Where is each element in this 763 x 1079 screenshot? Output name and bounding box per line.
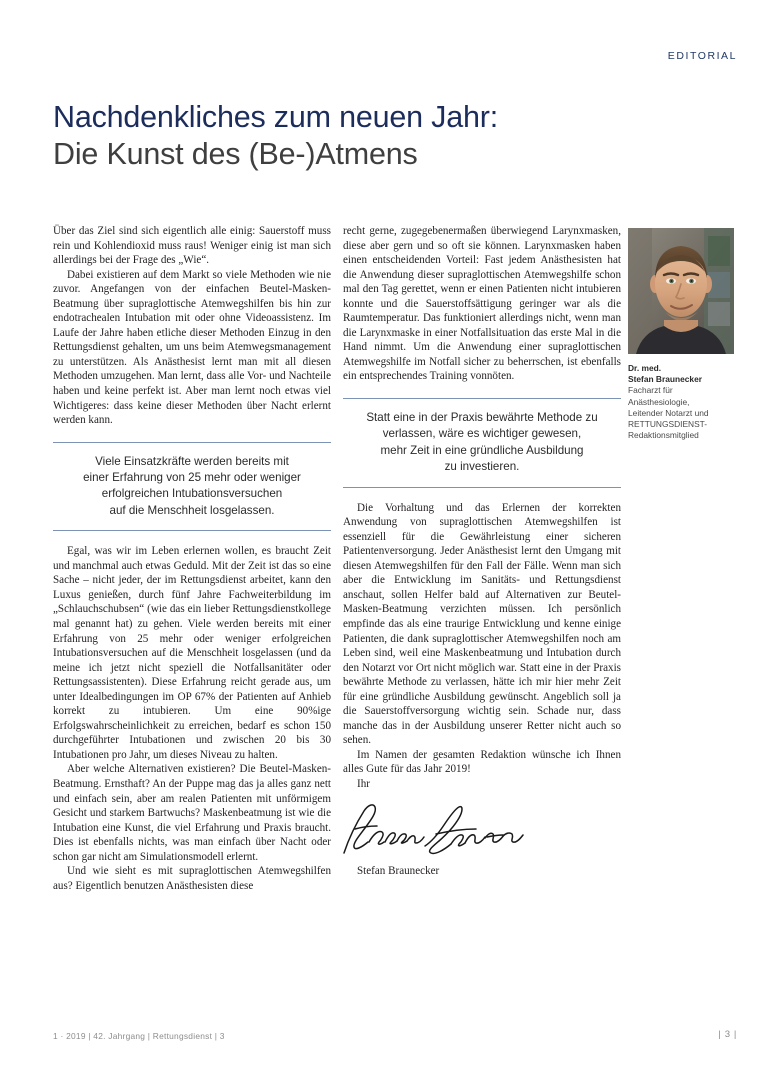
body-column-left [53, 224, 331, 893]
paragraph: recht gerne, zugegebenermaßen überwiegend Larynxmasken, diese aber gern und so oft sie können. Larynxmasken haben einen entscheidenden Vorteil: Fast jedem Anästhesisten hat die Anwendung dieser supraglottischen Atemwegshilfe schon mal den Tag gerettet, wenn er einen Patienten nicht intubieren konnte und die Sauerstoffsättigung geringer war als die Raumtemperatur. Das funktioniert allerdings nicht, wenn man die Larynxmaske in einer Notfallsituation das erste Mal in die Hand nimmt. Um die Anwendung einer supraglottischen Atemwegshilfe im Notfall sicher zu beherrschen, ist ebenfalls ein entsprechendes Training vonnöten. [343, 225, 621, 383]
page-title-line-2: Die Kunst des (Be-)Atmens [53, 137, 418, 171]
author-role-line: Facharzt für [628, 385, 673, 396]
pullquote-line: verlassen, wäre es wichtiger gewesen, [382, 427, 582, 441]
paragraph: Aber welche Alternativen existieren? Die Beutel-Masken-Beatmung. Ernsthaft? An der Puppe mag das ja alles ganz nett und einfach sein, aber am realen Patienten mit unförmigem Gesicht und starkem Bartwuchs? Maskenbeatmung ist wie die Intubation eine Kunst, die viel Erfahrung und Praxis braucht. Dies ist ebenfalls nichts, was man einfach über Nacht oder schon gar nicht am Simulationsmodell erlernt. [53, 763, 331, 863]
pullquote-left [53, 442, 331, 532]
pullquote-line: mehr Zeit in eine gründliche Ausbildung [380, 443, 584, 457]
paragraph: Egal, was wir im Leben erlernen wollen, es braucht Zeit und manchmal auch etwas Geduld. Mit der Zeit ist das so eine Sache – nicht jeder, der im Rettungsdienst arbeitet, kann den Luxus genießen, durch fünf Jahre Fachweiterbildung im „Schlauchschubsen“ (wie das ein lieber Rettungsdienstkollege mal genannt hat) zu gehen. Viele werden bereits mit einer Erfahrung von 25 mehr oder weniger erfolgreichen Intubationsversuchen auf die Menschheit losgelassen (und da meine ich jetzt nicht speziell die Notfallsanitäter oder Rettungsassistenten). Diese Erfahrung reicht gerade aus, um unter Idealbedingungen im OP 67% der Patienten auf Anhieb korrekt zu intubieren. Um eine 90%ige Erfolgswahrscheinlichkeit zu erreichen, bedarf es schon 150 durchgeführter Intubationen und zwischen 20 bis 30 Intubationen pro Jahr, um dieses Niveau zu halten. [53, 545, 331, 761]
author-role-line: Redaktionsmitglied [628, 430, 699, 441]
pullquote-line: Viele Einsatzkräfte werden bereits mit [95, 454, 289, 468]
running-head-editorial: EDITORIAL [667, 50, 737, 62]
author-portrait-photo [628, 228, 734, 354]
author-title: Dr. med. [628, 363, 662, 373]
footer-issue-info: 1 · 2019 | 42. Jahrgang | Rettungsdienst | 3 [53, 1031, 225, 1041]
paragraph: Die Vorhaltung und das Erlernen der korrekten Anwendung von supraglottischen Atemwegshilfen ist essenziell für die Gewährleistung einer sicheren Patientenversorgung. Jeder Anästhesist lernt den Umgang mit diesen Atemwegshilfen für den Fall der Fälle. Wenn man sich aber die Entwicklung im Sanitäts- und Rettungsdienst anschaut, sollen Helfer bald auf Alternativen zur Beutel-Masken-Beatmung verzichten müssen. Ich persönlich empfinde das als eine traurige Entwicklung und kenne einige Patienten, die dank supraglottischer Atemwegshilfen noch am Leben sind, weil eine Maskenbeatmung und Intubation durch den Notarzt vor Ort nicht möglich war. Statt eine in der Praxis bewährte Methode zu verlassen, hätte ich mir hier mehr Zeit für eine gründliche Ausbildung gewünscht. Angeblich soll ja die Sauerstoffversorgung wichtig sein. Schade nur, dass manche das in der Ausbildung unserer Retter nicht auch so sehen. [343, 501, 621, 747]
author-caption [628, 363, 734, 441]
pullquote-line: auf die Menschheit losgelassen. [109, 503, 275, 517]
body-column-middle [343, 224, 621, 878]
pullquote-line: Statt eine in der Praxis bewährte Methode zu [366, 411, 598, 425]
signoff-intro: Ihr [357, 778, 370, 791]
pullquote-line: erfolgreichen Intubationsversuchen [101, 487, 283, 501]
paragraph: Im Namen der gesamten Redaktion wünsche ich Ihnen alles Gute für das Jahr 2019! [343, 748, 621, 776]
paragraph: Über das Ziel sind sich eigentlich alle einig: Sauerstoff muss rein und Kohlendioxid muss raus! Weniger einig ist man sich allerdings bei der Frage des „Wie“. [53, 225, 331, 267]
author-name: Stefan Braunecker [628, 374, 703, 385]
pullquote-line: einer Erfahrung von 25 mehr oder weniger [83, 471, 301, 485]
author-box [628, 228, 734, 441]
author-role-line: RETTUNGSDIENST- [628, 419, 708, 430]
page-title [53, 99, 713, 173]
pullquote-middle [343, 398, 621, 488]
paragraph: Dabei existieren auf dem Markt so viele Methoden wie nie zuvor. Angefangen von der einfachen Beutel-Masken-Beatmung über supraglottische Atemwegshilfen bis hin zur endotrachealen Intubation mit oder ohne Videoassistenz. Im Laufe der Jahre haben etliche dieser Methoden Einzug in den Rettungsdienst gehalten, um uns beim Atemwegsmanagement zu unterstützen. Als Anästhesist lernt man mit all diesen Methoden umzugehen. Man lernt, dass alle Vor- und Nachteile haben und keine perfekt ist. Aber man lernt noch etwas viel Wichtigeres: dass keine dieser Methoden über Nacht erlernt werden kann. [53, 268, 331, 427]
footer-page-number: | 3 | [718, 1029, 737, 1040]
author-role-line: Anästhesiologie, [628, 396, 690, 407]
paragraph: Und wie sieht es mit supraglottischen Atemwegshilfen aus? Eigentlich benutzen Anästhesisten diese [53, 865, 331, 892]
signature-image [339, 798, 529, 860]
author-role-line: Leitender Notarzt und [628, 407, 709, 418]
signoff-name: Stefan Braunecker [357, 864, 440, 877]
pullquote-line: zu investieren. [444, 460, 520, 474]
page-title-line-1: Nachdenkliches zum neuen Jahr: [53, 100, 498, 134]
